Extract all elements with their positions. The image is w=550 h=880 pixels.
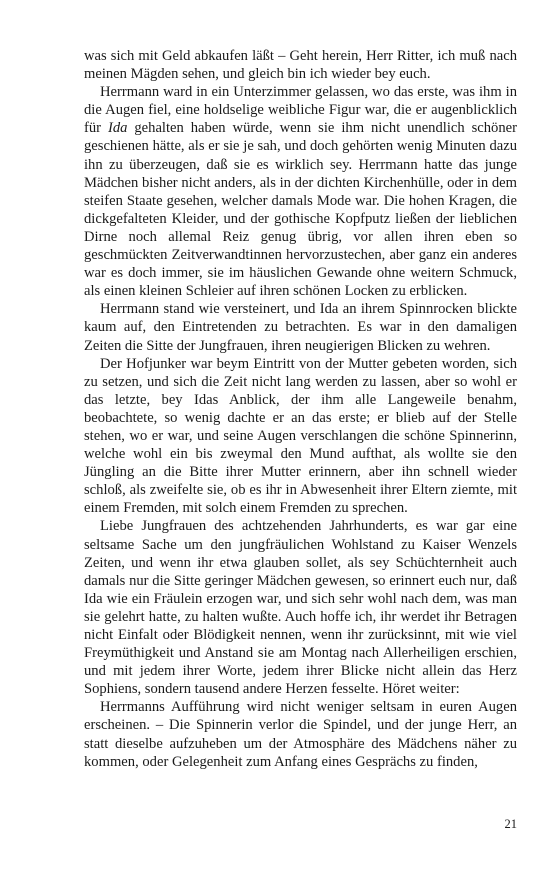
- paragraph-text: gehalten haben würde, wenn sie ihm nicht unendlich schöner geschienen hätte, als er sie je sah, und doch gehörten wenig Minuten dazu ihn zu überzeugen, daß sie es wirklich sey. Herrmann hatte das junge Mädchen bisher nicht anders, als in der dichten Kirchenhülle, oder in dem steifen Staate gesehen, welcher damals Mode war. Die hohen Kragen, die dickgefalteten Kleider, und der gothische Kopfputz ließen der lieblichen Dirne noch allemal Reiz genug übrig, vor allen ihren eben so geschmückten Zeitverwandtinnen hervorzustechen, aber ganz ein anderes war es doch immer, sie im häuslichen Gewande ohne weitern Schmuck, als einen kleinen Schleier auf ihren schönen Locken zu erblicken.: [84, 120, 517, 300]
- paragraph-text: Liebe Jungfrauen des achtzehenden Jahrhunderts, es war gar eine seltsame Sache um den jungfräulichen Wohlstand zu Kaiser Wenzels Zeiten, und wenn ihr etwa glauben sollet, als sey Schüchternheit auch damals nur die Sitte geringer Mädchen gewesen, so erinnert euch nur, daß Ida wie ein Fräulein erzogen war, und sich sehr wohl nach dem, was man sie gelehrt hatte, zu halten wußte. Auch hoffe ich, ihr werdet ihr Betragen nicht Einfalt oder Blödigkeit nennen, wenn ihr zurücksinnt, mit wie viel Freymüthigkeit und Anstand sie am Montag nach Allerheiligen erschien, und mit jedem ihrer Worte, jedem ihrer Blicke nicht allein das Herz Sophiens, sondern tausend andere Herzen fesselte. Höret weiter:: [84, 518, 517, 698]
- paragraph-text: was sich mit Geld abkaufen läßt – Geht herein, Herr Ritter, ich muß nach meinen Mägden sehen, und gleich bin ich wieder bey euch.: [84, 48, 517, 83]
- paragraph-1: [84, 47, 517, 83]
- paragraph-text: Herrmann stand wie versteinert, und Ida an ihrem Spinnrocken blickte kaum auf, den Eintretenden zu betrachten. Es war in den damaligen Zeiten die Sitte der Jungfrauen, ihren neugierigen Blicken zu wehren.: [84, 301, 517, 354]
- paragraph-5: [84, 517, 517, 698]
- paragraph-2: [84, 83, 517, 300]
- paragraph-6: [84, 698, 517, 770]
- page-number: 21: [504, 817, 517, 831]
- book-page-body: [84, 47, 517, 771]
- paragraph-text: Der Hofjunker war beym Eintritt von der Mutter gebeten worden, sich zu setzen, und sich die Zeit nicht lang werden zu lassen, aber so wohl er das letzte, bey Idas Anblick, der ihm alle Langeweile benahm, beobachtete, so wenig dachte er an das erste; er blieb auf der Stelle stehen, wo er war, und seine Augen verschlangen die schöne Spinnerinn, welche wohl ein bis zweymal den Mund aufthat, als wollte sie den Jüngling an die Bitte ihrer Mutter erinnern, aber ihn schnell wieder schloß, als zweifelte sie, ob es ihr in Abwesenheit ihrer Eltern ziemte, mit einem Fremden, mit solch einem Fremden zu sprechen.: [84, 355, 517, 517]
- paragraph-3: [84, 300, 517, 354]
- italic-name-ida: Ida: [107, 120, 128, 137]
- paragraph-text: Herrmanns Aufführung wird nicht weniger seltsam in euren Augen erscheinen. – Die Spinnerin verlor die Spindel, und der junge Herr, an statt dieselbe aufzuheben um der Atmosphäre des Mädchens näher zu kommen, oder Gelegenheit zum Anfang eines Gesprächs zu finden,: [84, 699, 517, 770]
- paragraph-4: [84, 355, 517, 518]
- paragraph-text: Herrmann ward in ein Unterzimmer gelassen, wo das erste, was ihm in die Augen fiel, eine holdselige weibliche Figur war, die er augenblicklich für: [84, 84, 517, 137]
